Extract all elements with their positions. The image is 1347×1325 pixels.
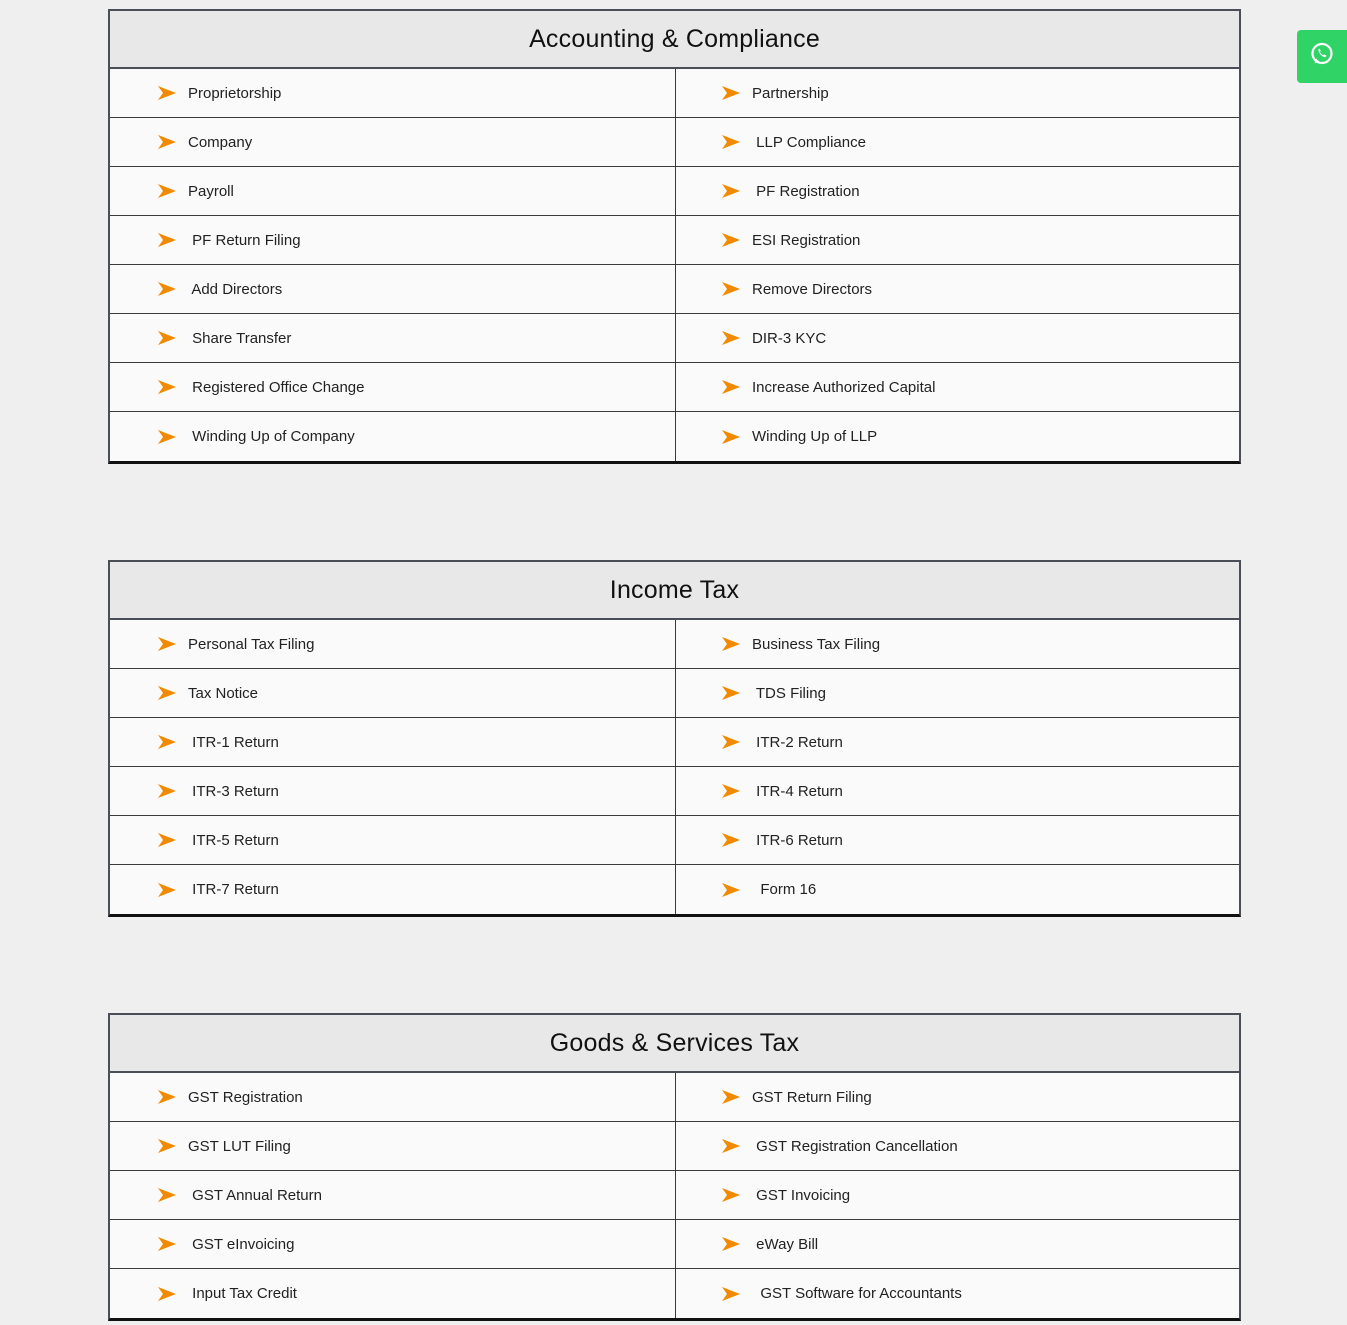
arrow-right-icon (158, 637, 176, 651)
service-label: ITR-2 Return (752, 733, 843, 751)
service-link-gst-invoicing[interactable] (676, 1171, 1239, 1219)
arrow-right-icon (722, 1090, 740, 1104)
service-link-itr-1-return[interactable] (110, 718, 676, 766)
arrow-right-icon (722, 430, 740, 444)
service-link-itr-3-return[interactable] (110, 767, 676, 815)
arrow-right-icon (158, 380, 176, 394)
service-label: Payroll (188, 182, 234, 200)
table-row (110, 1122, 1239, 1171)
service-link-itr-4-return[interactable] (676, 767, 1239, 815)
table-row (110, 620, 1239, 669)
arrow-right-icon (722, 1237, 740, 1251)
service-link-registered-office-change[interactable] (110, 363, 676, 411)
arrow-right-icon (722, 282, 740, 296)
service-link-tax-notice[interactable] (110, 669, 676, 717)
service-link-share-transfer[interactable] (110, 314, 676, 362)
arrow-right-icon (722, 637, 740, 651)
arrow-right-icon (722, 1188, 740, 1202)
service-label: Personal Tax Filing (188, 635, 315, 653)
table-row (110, 216, 1239, 265)
table-row (110, 167, 1239, 216)
table-row (110, 669, 1239, 718)
service-link-payroll[interactable] (110, 167, 676, 215)
service-label: GST Registration Cancellation (752, 1137, 958, 1155)
arrow-right-icon (158, 784, 176, 798)
service-label: ITR-5 Return (188, 831, 279, 849)
service-link-personal-tax-filing[interactable] (110, 620, 676, 668)
service-link-input-tax-credit[interactable] (110, 1269, 676, 1318)
arrow-right-icon (158, 1237, 176, 1251)
service-link-gst-registration[interactable] (110, 1073, 676, 1121)
service-link-gst-return-filing[interactable] (676, 1073, 1239, 1121)
service-label: ITR-7 Return (188, 881, 279, 898)
arrow-right-icon (158, 86, 176, 100)
service-link-gst-lut-filing[interactable] (110, 1122, 676, 1170)
service-label: GST eInvoicing (188, 1235, 295, 1253)
service-label: Proprietorship (188, 84, 282, 102)
table-row (110, 1073, 1239, 1122)
table-row (110, 265, 1239, 314)
service-label: GST Invoicing (752, 1186, 851, 1204)
service-label: Tax Notice (188, 684, 259, 702)
service-label: GST Annual Return (188, 1186, 322, 1204)
service-label: ITR-6 Return (752, 831, 843, 849)
service-link-winding-up-of-company[interactable] (110, 412, 676, 461)
arrow-right-icon (722, 1287, 740, 1301)
section-title: Accounting & Compliance (110, 11, 1239, 69)
service-link-itr-5-return[interactable] (110, 816, 676, 864)
table-row (110, 1269, 1239, 1318)
whatsapp-button[interactable] (1297, 30, 1347, 83)
service-label: Input Tax Credit (188, 1285, 297, 1302)
service-label: TDS Filing (752, 684, 826, 702)
arrow-right-icon (158, 1188, 176, 1202)
arrow-right-icon (158, 883, 176, 897)
arrow-right-icon (722, 833, 740, 847)
section-accounting-compliance (108, 9, 1241, 464)
arrow-right-icon (722, 184, 740, 198)
arrow-right-icon (158, 331, 176, 345)
table-row (110, 118, 1239, 167)
service-link-gst-software-for-accountants[interactable] (676, 1269, 1239, 1318)
service-link-itr-6-return[interactable] (676, 816, 1239, 864)
service-label: Form 16 (752, 881, 817, 898)
arrow-right-icon (158, 282, 176, 296)
service-link-gst-einvoicing[interactable] (110, 1220, 676, 1268)
service-grid (110, 69, 1239, 461)
section-goods-services-tax (108, 1013, 1241, 1321)
arrow-right-icon (722, 784, 740, 798)
service-label: GST LUT Filing (188, 1137, 291, 1155)
arrow-right-icon (158, 1090, 176, 1104)
service-link-dir-3-kyc[interactable] (676, 314, 1239, 362)
service-link-tds-filing[interactable] (676, 669, 1239, 717)
service-label: eWay Bill (752, 1235, 819, 1253)
service-label: Company (188, 133, 253, 151)
arrow-right-icon (158, 1139, 176, 1153)
service-label: ESI Registration (752, 231, 861, 249)
service-link-proprietorship[interactable] (110, 69, 676, 117)
table-row (110, 718, 1239, 767)
arrow-right-icon (158, 430, 176, 444)
service-label: Registered Office Change (188, 378, 365, 396)
service-link-company[interactable] (110, 118, 676, 166)
table-row (110, 865, 1239, 914)
service-label: Winding Up of LLP (752, 428, 878, 445)
service-label: Business Tax Filing (752, 635, 881, 653)
service-label: PF Return Filing (188, 231, 301, 249)
arrow-right-icon (158, 1287, 176, 1301)
service-label: Increase Authorized Capital (752, 378, 936, 396)
arrow-right-icon (722, 735, 740, 749)
section-title: Income Tax (110, 562, 1239, 620)
service-label: GST Return Filing (752, 1088, 872, 1106)
service-link-itr-2-return[interactable] (676, 718, 1239, 766)
service-link-gst-registration-cancellation[interactable] (676, 1122, 1239, 1170)
service-grid (110, 620, 1239, 914)
section-income-tax (108, 560, 1241, 917)
service-label: GST Software for Accountants (752, 1285, 962, 1302)
service-label: ITR-1 Return (188, 733, 279, 751)
service-label: ITR-4 Return (752, 782, 843, 800)
service-label: GST Registration (188, 1088, 303, 1106)
service-label: Winding Up of Company (188, 428, 355, 445)
table-row (110, 314, 1239, 363)
table-row (110, 767, 1239, 816)
service-link-remove-directors[interactable] (676, 265, 1239, 313)
service-link-itr-7-return[interactable] (110, 865, 676, 914)
table-row (110, 363, 1239, 412)
arrow-right-icon (722, 233, 740, 247)
section-title: Goods & Services Tax (110, 1015, 1239, 1073)
table-row (110, 412, 1239, 461)
service-label: Share Transfer (188, 329, 292, 347)
arrow-right-icon (158, 686, 176, 700)
arrow-right-icon (158, 184, 176, 198)
service-link-gst-annual-return[interactable] (110, 1171, 676, 1219)
arrow-right-icon (158, 135, 176, 149)
service-label: PF Registration (752, 182, 860, 200)
service-label: ITR-3 Return (188, 782, 279, 800)
service-link-pf-return-filing[interactable] (110, 216, 676, 264)
service-label: Partnership (752, 84, 829, 102)
arrow-right-icon (158, 735, 176, 749)
arrow-right-icon (722, 686, 740, 700)
table-row (110, 816, 1239, 865)
table-row (110, 1171, 1239, 1220)
arrow-right-icon (722, 380, 740, 394)
arrow-right-icon (158, 233, 176, 247)
service-link-form-16[interactable] (676, 865, 1239, 914)
table-row (110, 69, 1239, 118)
service-link-partnership[interactable] (676, 69, 1239, 117)
arrow-right-icon (722, 883, 740, 897)
service-link-business-tax-filing[interactable] (676, 620, 1239, 668)
service-label: LLP Compliance (752, 133, 866, 151)
arrow-right-icon (722, 135, 740, 149)
service-label: Remove Directors (752, 280, 873, 298)
whatsapp-icon (1309, 41, 1335, 72)
service-link-pf-registration[interactable] (676, 167, 1239, 215)
arrow-right-icon (722, 86, 740, 100)
service-label: DIR-3 KYC (752, 329, 827, 347)
arrow-right-icon (722, 1139, 740, 1153)
service-link-esi-registration[interactable] (676, 216, 1239, 264)
service-link-llp-compliance[interactable] (676, 118, 1239, 166)
arrow-right-icon (722, 331, 740, 345)
service-grid (110, 1073, 1239, 1318)
service-link-eway-bill[interactable] (676, 1220, 1239, 1268)
service-link-winding-up-of-llp[interactable] (676, 412, 1239, 461)
service-link-add-directors[interactable] (110, 265, 676, 313)
arrow-right-icon (158, 833, 176, 847)
table-row (110, 1220, 1239, 1269)
service-link-increase-authorized-capital[interactable] (676, 363, 1239, 411)
service-label: Add Directors (188, 280, 283, 298)
